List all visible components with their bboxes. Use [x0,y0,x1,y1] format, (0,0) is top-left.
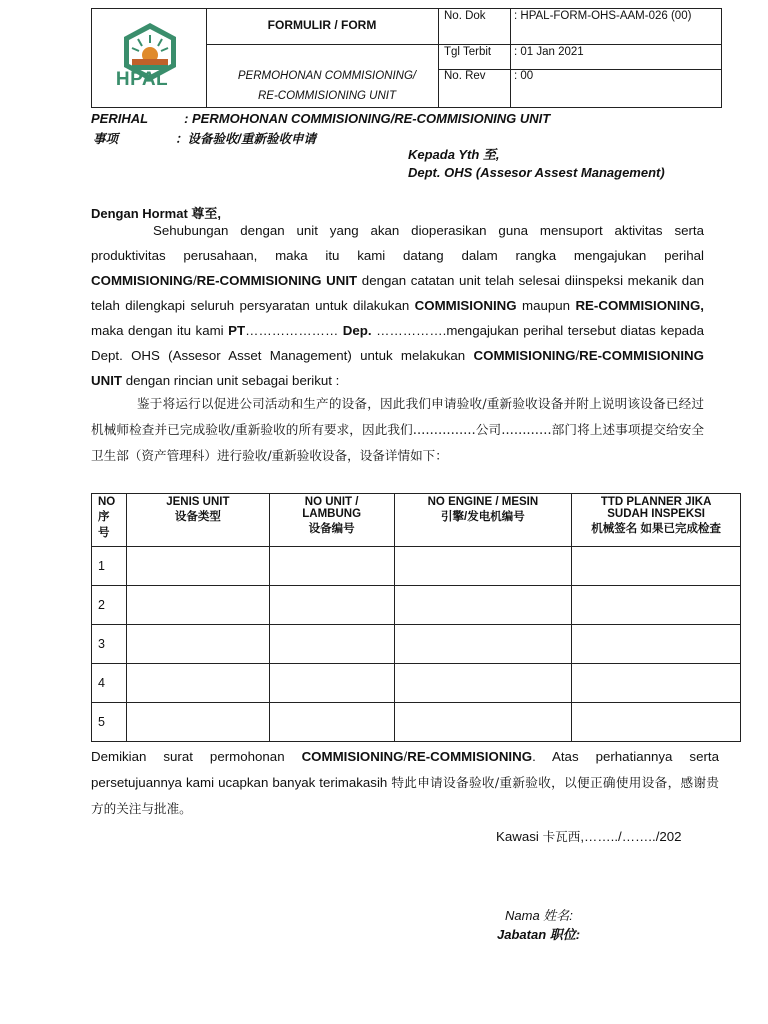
unit-type-cell[interactable] [126,625,269,664]
form-title: FORMULIR / FORM [267,18,377,32]
col-header-unit-type: JENIS UNIT 设备类型 [126,494,269,547]
engine-number-cell[interactable] [394,586,572,625]
addressee-line2: Dept. OHS (Assesor Assest Management) [408,165,665,180]
table-row [92,586,741,625]
doc-number-value: : HPAL-FORM-OHS-AAM-026 (00) [514,10,692,22]
unit-number-cell[interactable] [269,703,394,742]
subject-label: PERIHAL [91,111,149,126]
col-header-no: NO 序 号 [92,494,127,547]
revision-label: No. Rev [444,70,486,82]
subject-line-cn [93,129,316,147]
col-header-unit-number: NO UNIT / LAMBUNG 设备编号 [269,494,394,547]
col-header-planner-signature: TTD PLANNER JIKA SUDAH INSPEKSI 机械签名 如果已完成检查 [572,494,741,547]
unit-type-cell[interactable] [126,703,269,742]
table-row [92,625,741,664]
planner-signature-cell[interactable] [572,586,741,625]
planner-signature-cell[interactable] [572,625,741,664]
addressee-line1: Kepada Yth 至, [408,147,500,162]
unit-type-cell[interactable] [126,547,269,586]
planner-signature-cell[interactable] [572,547,741,586]
form-subtitle [207,66,447,106]
revision-value: : 00 [514,70,534,82]
table-row [92,547,741,586]
col-header-engine-number: NO ENGINE / MESIN 引擎/发电机编号 [394,494,572,547]
row-number: 2 [92,586,127,625]
subject-line [91,111,550,126]
table-header-row [92,494,741,547]
signature-position-label: Jabatan 职位: [497,927,581,942]
greeting: Dengan Hormat 尊至, [91,206,222,221]
closing-paragraph: Demikian surat permohonan COMMISIONING/RE-COMMISIONING. Atas perhatiannya serta persetujuannya kami ucapkan banyak terimakasih 特此申请设备验收/重新验收，以便正确使用设备，感谢贵方的关注与批准。 [91,749,719,816]
unit-type-cell[interactable] [126,586,269,625]
engine-number-cell[interactable] [394,625,572,664]
engine-number-cell[interactable] [394,664,572,703]
unit-number-cell[interactable] [269,664,394,703]
unit-type-cell[interactable] [126,664,269,703]
unit-number-cell[interactable] [269,625,394,664]
row-number: 4 [92,664,127,703]
engine-number-cell[interactable] [394,703,572,742]
subject-label-cn: 事项 [93,132,119,146]
subject-value-cn: ：设备验收/重新验收申请 [175,132,316,146]
form-header-table [91,8,722,108]
body-paragraph: Sehubungan dengan unit yang akan dioperasikan guna mensuport aktivitas serta produktivitas perusahaan, maka itu kami datang dalam rangka mengajukan perihal COMMISIONING/RE-COMMISIONING UNIT dengan catatan unit telah selesai diinspeksi mekanik dan telah dilengkapi seluruh persyaratan untuk dilakukan COMMISIONING maupun RE-COMMISIONING, maka dengan itu kami PT………………… Dep. …………….mengajukan perihal tersebut diatas kepada Dept. OHS (Assesor Asset Management) untuk melakukan COMMISIONING/RE-COMMISIONING UNIT dengan rincian unit sebagai berikut : [91,223,704,388]
row-number: 5 [92,703,127,742]
table-row [92,664,741,703]
unit-details-table [91,493,741,742]
planner-signature-cell[interactable] [572,703,741,742]
row-number: 1 [92,547,127,586]
form-subtitle-line2: RE-COMMISIONING UNIT [258,90,396,102]
issue-date-value: : 01 Jan 2021 [514,46,584,58]
planner-signature-cell[interactable] [572,664,741,703]
issue-date-label: Tgl Terbit [444,46,492,58]
signature-name-label: Nama 姓名: [505,908,573,923]
addressee [408,146,665,182]
unit-number-cell[interactable] [269,547,394,586]
form-subtitle-line1: PERMOHONAN COMMISIONING/ [237,70,417,82]
place-date: Kawasi 卡瓦西,……../……../202 [496,829,682,844]
body-paragraph-cn: 鉴于将运行以促进公司活动和生产的设备，因此我们申请验收/重新验收设备并附上说明该设备已经过机械师检查并已完成验收/重新验收的所有要求，因此我们……………公司…………部门将上述事项提交给安全卫生部（资产管理科）进行验收/重新验收设备，设备详情如下： [91,396,704,463]
unit-number-cell[interactable] [269,586,394,625]
logo-text: HPAL [115,69,169,90]
doc-number-label: No. Dok [444,10,486,22]
row-number: 3 [92,625,127,664]
subject-value: : PERMOHONAN COMMISIONING/RE-COMMISIONING UNIT [184,111,551,126]
table-row [92,703,741,742]
engine-number-cell[interactable] [394,547,572,586]
